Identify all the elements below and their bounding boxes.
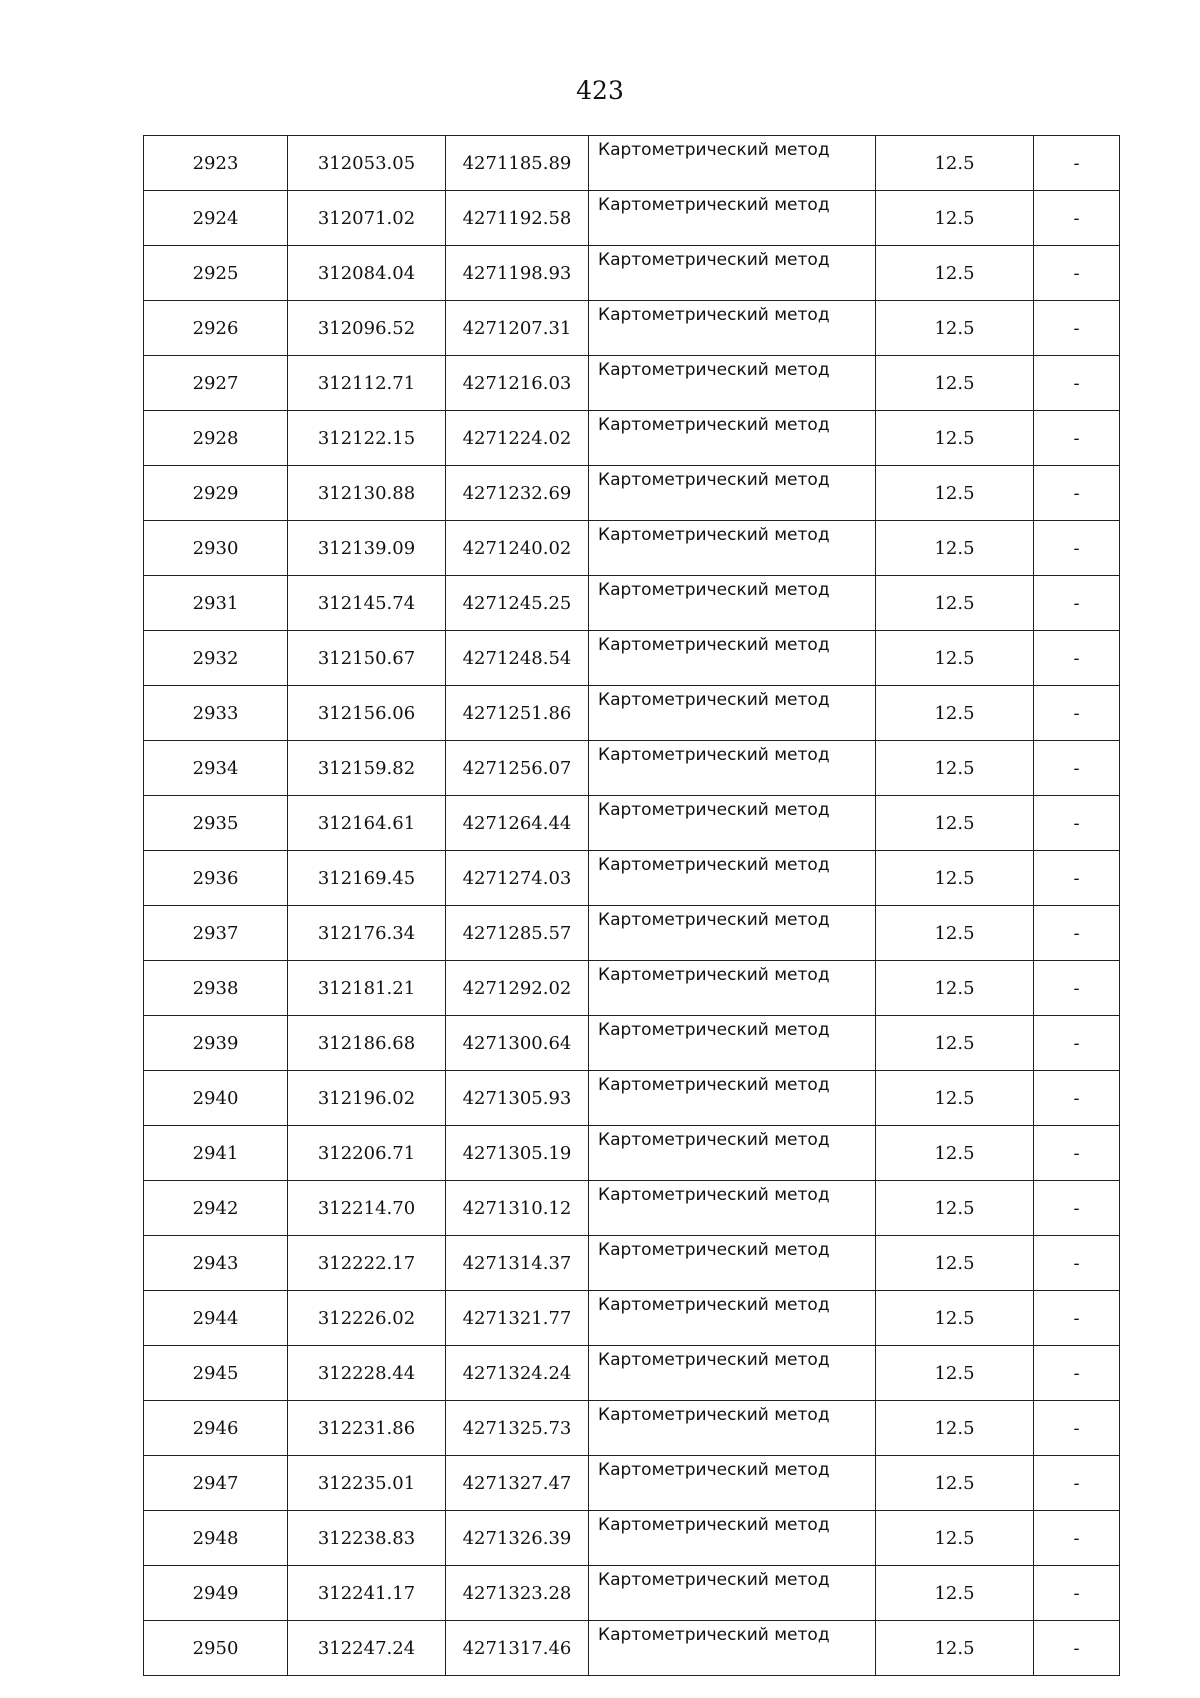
y-coordinate-cell: 4271185.89: [446, 136, 589, 191]
x-coordinate-cell: 312145.74: [288, 576, 446, 631]
x-coordinate-cell: 312159.82: [288, 741, 446, 796]
table-row: [144, 1621, 1120, 1676]
table-row: [144, 1181, 1120, 1236]
page-number: 423: [576, 76, 624, 105]
method-cell: Картометрический метод: [589, 246, 876, 301]
x-coordinate-cell: 312130.88: [288, 466, 446, 521]
point-number-cell: 2925: [144, 246, 288, 301]
table-row: [144, 1236, 1120, 1291]
note-cell: -: [1034, 521, 1120, 576]
x-coordinate-cell: 312122.15: [288, 411, 446, 466]
accuracy-cell: 12.5: [876, 136, 1034, 191]
note-cell: -: [1034, 1566, 1120, 1621]
point-number-cell: 2942: [144, 1181, 288, 1236]
point-number-cell: 2939: [144, 1016, 288, 1071]
note-cell: -: [1034, 1511, 1120, 1566]
point-number-cell: 2938: [144, 961, 288, 1016]
point-number-cell: 2927: [144, 356, 288, 411]
table-row: [144, 576, 1120, 631]
method-cell: Картометрический метод: [589, 851, 876, 906]
table-row: [144, 356, 1120, 411]
x-coordinate-cell: 312071.02: [288, 191, 446, 246]
y-coordinate-cell: 4271327.47: [446, 1456, 589, 1511]
coordinates-table: [143, 135, 1120, 1676]
point-number-cell: 2950: [144, 1621, 288, 1676]
table-row: [144, 1016, 1120, 1071]
point-number-cell: 2926: [144, 301, 288, 356]
table-row: [144, 1566, 1120, 1621]
accuracy-cell: 12.5: [876, 851, 1034, 906]
method-cell: Картометрический метод: [589, 521, 876, 576]
accuracy-cell: 12.5: [876, 246, 1034, 301]
accuracy-cell: 12.5: [876, 1291, 1034, 1346]
accuracy-cell: 12.5: [876, 741, 1034, 796]
method-cell: Картометрический метод: [589, 1126, 876, 1181]
point-number-cell: 2937: [144, 906, 288, 961]
note-cell: -: [1034, 961, 1120, 1016]
method-cell: Картометрический метод: [589, 796, 876, 851]
y-coordinate-cell: 4271292.02: [446, 961, 589, 1016]
y-coordinate-cell: 4271224.02: [446, 411, 589, 466]
method-cell: Картометрический метод: [589, 686, 876, 741]
point-number-cell: 2923: [144, 136, 288, 191]
table-row: [144, 1291, 1120, 1346]
table-row: [144, 1511, 1120, 1566]
y-coordinate-cell: 4271305.93: [446, 1071, 589, 1126]
accuracy-cell: 12.5: [876, 686, 1034, 741]
note-cell: -: [1034, 1181, 1120, 1236]
coordinates-table-body: [144, 136, 1120, 1676]
accuracy-cell: 12.5: [876, 1016, 1034, 1071]
accuracy-cell: 12.5: [876, 1346, 1034, 1401]
method-cell: Картометрический метод: [589, 356, 876, 411]
point-number-cell: 2945: [144, 1346, 288, 1401]
y-coordinate-cell: 4271300.64: [446, 1016, 589, 1071]
accuracy-cell: 12.5: [876, 906, 1034, 961]
accuracy-cell: 12.5: [876, 521, 1034, 576]
y-coordinate-cell: 4271326.39: [446, 1511, 589, 1566]
y-coordinate-cell: 4271285.57: [446, 906, 589, 961]
x-coordinate-cell: 312238.83: [288, 1511, 446, 1566]
x-coordinate-cell: 312226.02: [288, 1291, 446, 1346]
point-number-cell: 2948: [144, 1511, 288, 1566]
x-coordinate-cell: 312156.06: [288, 686, 446, 741]
note-cell: -: [1034, 1071, 1120, 1126]
table-row: [144, 631, 1120, 686]
point-number-cell: 2946: [144, 1401, 288, 1456]
note-cell: -: [1034, 906, 1120, 961]
point-number-cell: 2931: [144, 576, 288, 631]
x-coordinate-cell: 312053.05: [288, 136, 446, 191]
accuracy-cell: 12.5: [876, 1071, 1034, 1126]
x-coordinate-cell: 312084.04: [288, 246, 446, 301]
x-coordinate-cell: 312228.44: [288, 1346, 446, 1401]
table-row: [144, 1346, 1120, 1401]
x-coordinate-cell: 312139.09: [288, 521, 446, 576]
x-coordinate-cell: 312231.86: [288, 1401, 446, 1456]
point-number-cell: 2932: [144, 631, 288, 686]
note-cell: -: [1034, 411, 1120, 466]
method-cell: Картометрический метод: [589, 1401, 876, 1456]
note-cell: -: [1034, 1016, 1120, 1071]
method-cell: Картометрический метод: [589, 576, 876, 631]
table-row: [144, 136, 1120, 191]
x-coordinate-cell: 312241.17: [288, 1566, 446, 1621]
method-cell: Картометрический метод: [589, 301, 876, 356]
x-coordinate-cell: 312186.68: [288, 1016, 446, 1071]
note-cell: -: [1034, 246, 1120, 301]
method-cell: Картометрический метод: [589, 411, 876, 466]
y-coordinate-cell: 4271232.69: [446, 466, 589, 521]
y-coordinate-cell: 4271321.77: [446, 1291, 589, 1346]
accuracy-cell: 12.5: [876, 1401, 1034, 1456]
note-cell: -: [1034, 1346, 1120, 1401]
point-number-cell: 2940: [144, 1071, 288, 1126]
table-row: [144, 851, 1120, 906]
accuracy-cell: 12.5: [876, 1236, 1034, 1291]
note-cell: -: [1034, 631, 1120, 686]
point-number-cell: 2929: [144, 466, 288, 521]
point-number-cell: 2944: [144, 1291, 288, 1346]
table-row: [144, 906, 1120, 961]
y-coordinate-cell: 4271305.19: [446, 1126, 589, 1181]
x-coordinate-cell: 312206.71: [288, 1126, 446, 1181]
x-coordinate-cell: 312164.61: [288, 796, 446, 851]
x-coordinate-cell: 312247.24: [288, 1621, 446, 1676]
method-cell: Картометрический метод: [589, 1456, 876, 1511]
accuracy-cell: 12.5: [876, 961, 1034, 1016]
table-row: [144, 1401, 1120, 1456]
y-coordinate-cell: 4271314.37: [446, 1236, 589, 1291]
y-coordinate-cell: 4271248.54: [446, 631, 589, 686]
accuracy-cell: 12.5: [876, 411, 1034, 466]
table-row: [144, 301, 1120, 356]
table-row: [144, 741, 1120, 796]
note-cell: -: [1034, 1456, 1120, 1511]
point-number-cell: 2936: [144, 851, 288, 906]
method-cell: Картометрический метод: [589, 1016, 876, 1071]
accuracy-cell: 12.5: [876, 356, 1034, 411]
note-cell: -: [1034, 1236, 1120, 1291]
x-coordinate-cell: 312096.52: [288, 301, 446, 356]
y-coordinate-cell: 4271325.73: [446, 1401, 589, 1456]
table-row: [144, 686, 1120, 741]
note-cell: -: [1034, 741, 1120, 796]
table-row: [144, 1071, 1120, 1126]
accuracy-cell: 12.5: [876, 631, 1034, 686]
point-number-cell: 2928: [144, 411, 288, 466]
point-number-cell: 2933: [144, 686, 288, 741]
accuracy-cell: 12.5: [876, 1511, 1034, 1566]
x-coordinate-cell: 312181.21: [288, 961, 446, 1016]
method-cell: Картометрический метод: [589, 1181, 876, 1236]
y-coordinate-cell: 4271192.58: [446, 191, 589, 246]
y-coordinate-cell: 4271264.44: [446, 796, 589, 851]
table-row: [144, 191, 1120, 246]
note-cell: -: [1034, 356, 1120, 411]
y-coordinate-cell: 4271274.03: [446, 851, 589, 906]
table-row: [144, 1456, 1120, 1511]
x-coordinate-cell: 312176.34: [288, 906, 446, 961]
y-coordinate-cell: 4271323.28: [446, 1566, 589, 1621]
method-cell: Картометрический метод: [589, 1511, 876, 1566]
point-number-cell: 2935: [144, 796, 288, 851]
y-coordinate-cell: 4271310.12: [446, 1181, 589, 1236]
table-row: [144, 961, 1120, 1016]
note-cell: -: [1034, 466, 1120, 521]
method-cell: Картометрический метод: [589, 1346, 876, 1401]
accuracy-cell: 12.5: [876, 1621, 1034, 1676]
method-cell: Картометрический метод: [589, 1291, 876, 1346]
accuracy-cell: 12.5: [876, 1126, 1034, 1181]
method-cell: Картометрический метод: [589, 1566, 876, 1621]
table-row: [144, 1126, 1120, 1181]
x-coordinate-cell: 312196.02: [288, 1071, 446, 1126]
point-number-cell: 2943: [144, 1236, 288, 1291]
y-coordinate-cell: 4271240.02: [446, 521, 589, 576]
note-cell: -: [1034, 191, 1120, 246]
x-coordinate-cell: 312112.71: [288, 356, 446, 411]
accuracy-cell: 12.5: [876, 1181, 1034, 1236]
note-cell: -: [1034, 851, 1120, 906]
accuracy-cell: 12.5: [876, 301, 1034, 356]
method-cell: Картометрический метод: [589, 136, 876, 191]
point-number-cell: 2941: [144, 1126, 288, 1181]
note-cell: -: [1034, 136, 1120, 191]
y-coordinate-cell: 4271216.03: [446, 356, 589, 411]
method-cell: Картометрический метод: [589, 741, 876, 796]
method-cell: Картометрический метод: [589, 466, 876, 521]
y-coordinate-cell: 4271198.93: [446, 246, 589, 301]
note-cell: -: [1034, 576, 1120, 631]
table-row: [144, 796, 1120, 851]
method-cell: Картометрический метод: [589, 1236, 876, 1291]
table-row: [144, 521, 1120, 576]
accuracy-cell: 12.5: [876, 466, 1034, 521]
table-row: [144, 466, 1120, 521]
accuracy-cell: 12.5: [876, 576, 1034, 631]
x-coordinate-cell: 312222.17: [288, 1236, 446, 1291]
point-number-cell: 2930: [144, 521, 288, 576]
x-coordinate-cell: 312214.70: [288, 1181, 446, 1236]
method-cell: Картометрический метод: [589, 191, 876, 246]
x-coordinate-cell: 312235.01: [288, 1456, 446, 1511]
note-cell: -: [1034, 686, 1120, 741]
note-cell: -: [1034, 1291, 1120, 1346]
y-coordinate-cell: 4271317.46: [446, 1621, 589, 1676]
y-coordinate-cell: 4271207.31: [446, 301, 589, 356]
note-cell: -: [1034, 1126, 1120, 1181]
y-coordinate-cell: 4271251.86: [446, 686, 589, 741]
note-cell: -: [1034, 796, 1120, 851]
x-coordinate-cell: 312169.45: [288, 851, 446, 906]
y-coordinate-cell: 4271245.25: [446, 576, 589, 631]
table-row: [144, 411, 1120, 466]
point-number-cell: 2947: [144, 1456, 288, 1511]
y-coordinate-cell: 4271324.24: [446, 1346, 589, 1401]
method-cell: Картометрический метод: [589, 1071, 876, 1126]
point-number-cell: 2934: [144, 741, 288, 796]
accuracy-cell: 12.5: [876, 191, 1034, 246]
point-number-cell: 2949: [144, 1566, 288, 1621]
note-cell: -: [1034, 301, 1120, 356]
point-number-cell: 2924: [144, 191, 288, 246]
accuracy-cell: 12.5: [876, 1456, 1034, 1511]
method-cell: Картометрический метод: [589, 961, 876, 1016]
y-coordinate-cell: 4271256.07: [446, 741, 589, 796]
method-cell: Картометрический метод: [589, 1621, 876, 1676]
accuracy-cell: 12.5: [876, 796, 1034, 851]
table-row: [144, 246, 1120, 301]
accuracy-cell: 12.5: [876, 1566, 1034, 1621]
method-cell: Картометрический метод: [589, 631, 876, 686]
note-cell: -: [1034, 1621, 1120, 1676]
method-cell: Картометрический метод: [589, 906, 876, 961]
x-coordinate-cell: 312150.67: [288, 631, 446, 686]
note-cell: -: [1034, 1401, 1120, 1456]
